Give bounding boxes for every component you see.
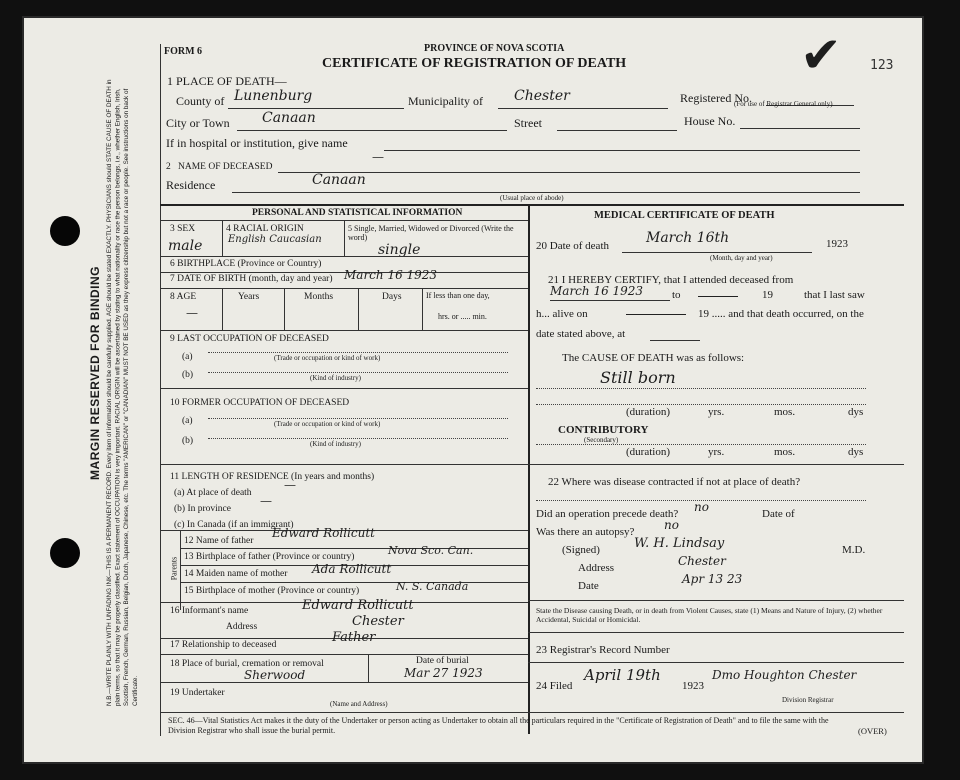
house-label: House No. bbox=[684, 114, 736, 128]
deceased-label: NAME OF DECEASED bbox=[178, 162, 273, 172]
street-label: Street bbox=[514, 116, 542, 130]
age-dash: — bbox=[186, 306, 198, 320]
occupation-trade-note: (Trade or occupation or kind of work) bbox=[274, 354, 381, 362]
occupation-b: (b) bbox=[182, 370, 194, 380]
birthplace-label: 6 BIRTHPLACE (Province or Country) bbox=[170, 259, 322, 269]
sex-label: 3 SEX bbox=[170, 224, 196, 234]
occupation-label: 9 LAST OCCUPATION OF DECEASED bbox=[170, 334, 329, 344]
days-label: Days bbox=[382, 292, 402, 302]
at-place-label: (a) At place of death bbox=[174, 488, 252, 498]
city-value: Canaan bbox=[262, 110, 316, 126]
signed-label: (Signed) bbox=[562, 544, 600, 556]
months-label: Months bbox=[304, 292, 334, 302]
mother-birthplace-value: N. S. Canada bbox=[396, 580, 469, 593]
personal-heading: PERSONAL AND STATISTICAL INFORMATION bbox=[252, 208, 463, 218]
registered-label: Registered No. bbox=[680, 91, 752, 105]
former-a: (a) bbox=[182, 416, 193, 426]
hospital-label: If in hospital or institution, give name bbox=[166, 136, 348, 150]
province-heading: PROVINCE OF NOVA SCOTIA bbox=[424, 43, 565, 54]
q22-label: 22 Where was disease contracted if not at place of death? bbox=[548, 476, 801, 488]
undertaker-label: 19 Undertaker bbox=[170, 688, 225, 698]
former-b: (b) bbox=[182, 436, 194, 446]
relationship-value: Father bbox=[332, 630, 376, 645]
marital-label: 5 Single, Married, Widowed or Divorced (Write the word) bbox=[348, 224, 514, 242]
marital-value: single bbox=[378, 242, 421, 258]
med-date-value: Apr 13 23 bbox=[682, 572, 743, 586]
dys-label-1: dys bbox=[848, 406, 864, 418]
med-address-value: Chester bbox=[678, 554, 726, 568]
burial-label: 18 Place of burial, cremation or removal bbox=[170, 659, 324, 669]
md-label: M.D. bbox=[842, 544, 866, 556]
occupation-a: (a) bbox=[182, 352, 193, 362]
dys-label-2: dys bbox=[848, 446, 864, 458]
at-place-dash: — bbox=[284, 478, 296, 492]
dob-value: March 16 1923 bbox=[344, 268, 438, 282]
violent-causes-note: State the Disease causing Death, or in death from Violent Causes, state (1) Means and Nature of Injury, (2) whether Accidental, Suicidal or Homicidal. bbox=[536, 606, 883, 624]
yrs-label-1: yrs. bbox=[708, 406, 725, 418]
death-occurred-label: 19 ..... and that death occurred, on the bbox=[698, 308, 864, 320]
autopsy-value: no bbox=[664, 518, 679, 532]
mos-label-1: mos. bbox=[774, 406, 796, 418]
yrs-label-2: yrs. bbox=[708, 446, 725, 458]
death-date-label: 20 Date of death bbox=[536, 240, 609, 252]
filed-year: 1923 bbox=[682, 680, 704, 692]
duration-label-2: (duration) bbox=[626, 446, 670, 458]
last-saw-label: that I last saw bbox=[804, 289, 865, 301]
in-province-label: (b) In province bbox=[174, 504, 231, 514]
signed-value: W. H. Lindsay bbox=[634, 536, 725, 551]
occupation-industry-note: (Kind of industry) bbox=[310, 374, 361, 382]
autopsy-label: Was there an autopsy? bbox=[536, 526, 635, 538]
attended-from: March 16 1923 bbox=[550, 284, 644, 298]
death-certificate bbox=[22, 16, 924, 764]
mother-label: 14 Maiden name of mother bbox=[184, 569, 288, 579]
hospital-value: — bbox=[372, 150, 384, 164]
municipality-label: Municipality of bbox=[408, 94, 483, 108]
filed-label: 24 Filed bbox=[536, 680, 573, 692]
date-above-label: date stated above, at bbox=[536, 328, 626, 340]
burial-value: Sherwood bbox=[244, 668, 306, 682]
operation-label: Did an operation precede death? bbox=[536, 508, 679, 520]
registrar-record-label: 23 Registrar's Record Number bbox=[536, 644, 670, 656]
date-of-label: Date of bbox=[762, 508, 795, 520]
former-industry-note: (Kind of industry) bbox=[310, 440, 361, 448]
mother-value: Ada Rollicutt bbox=[312, 562, 392, 576]
operation-value: no bbox=[694, 500, 709, 514]
date-burial-label: Date of burial bbox=[416, 656, 469, 666]
certify-text: 21 I HEREBY CERTIFY, that I attended deceased from bbox=[548, 274, 794, 286]
registrar-signature: Dmo Houghton Chester bbox=[712, 668, 857, 682]
registrar-note: (For use of Registrar General only) bbox=[734, 100, 833, 108]
mos-label-2: mos. bbox=[774, 446, 796, 458]
parents-label: Parents bbox=[169, 556, 179, 581]
contributory-label: CONTRIBUTORY bbox=[558, 424, 649, 436]
binding-hole-bottom bbox=[50, 538, 80, 568]
med-address-label: Address bbox=[578, 562, 615, 574]
racial-label: 4 RACIAL ORIGIN bbox=[226, 224, 304, 234]
in-canada-label: (c) In Canada (if an immigrant) bbox=[174, 520, 294, 530]
date-burial-value: Mar 27 1923 bbox=[404, 666, 483, 680]
former-trade-note: (Trade or occupation or kind of work) bbox=[274, 420, 381, 428]
med-date-label: Date bbox=[578, 580, 599, 592]
footer-note: SEC. 46—Vital Statistics Act makes it the duty of the Undertaker or person acting as Undertaker to obtain all the particulars required in the "Certificate of Registration of Death" and to file the same with the Division Registrar who shall issue the burial permit. bbox=[168, 716, 829, 735]
city-label: City or Town bbox=[166, 116, 230, 130]
form-number: FORM 6 bbox=[164, 46, 203, 57]
informant-label: 16 Informant's name bbox=[170, 606, 249, 616]
municipality-value: Chester bbox=[514, 88, 570, 104]
alive-on-label: h... alive on bbox=[536, 308, 588, 320]
margin-binding-label: MARGIN RESERVED FOR BINDING bbox=[88, 266, 102, 480]
death-date-value: March 16th bbox=[646, 230, 730, 246]
relationship-label: 17 Relationship to deceased bbox=[170, 640, 277, 650]
informant-address-label: Address bbox=[226, 622, 258, 632]
residence-value: Canaan bbox=[312, 172, 366, 188]
father-birthplace-label: 13 Birthplace of father (Province or country) bbox=[184, 552, 355, 562]
stamp-number: 123 bbox=[870, 58, 894, 73]
name-address-note: (Name and Address) bbox=[330, 700, 388, 708]
former-occupation-label: 10 FORMER OCCUPATION OF DECEASED bbox=[170, 398, 350, 408]
informant-value: Edward Rollicutt bbox=[302, 598, 414, 613]
county-label: County of bbox=[176, 94, 225, 108]
mother-birthplace-label: 15 Birthplace of mother (Province or country) bbox=[184, 586, 360, 596]
father-birthplace-value: Nova Sco. Can. bbox=[388, 544, 474, 557]
dob-label: 7 DATE OF BIRTH (month, day and year) bbox=[170, 274, 333, 284]
deceased-num: 2 bbox=[166, 162, 171, 172]
nineteen-label: 19 bbox=[762, 289, 773, 301]
abode-note: (Usual place of abode) bbox=[500, 194, 564, 202]
sex-value: male bbox=[168, 238, 203, 254]
margin-instructions: N.B.—WRITE PLAINLY WITH UNFADING INK—THIS IS A PERMANENT RECORD. Every item of information should be carefully supplied. AGE should be stated EXACTLY. PHYSICIANS should STATE CAUSE OF DEATH in plain terms, so that it may be properly classified. Exact statement of OCCUPATION is very important. RACIAL ORIGIN will be ascertained by stating to what nationality or race the person belongs, i.e., whether English, Irish, Scottish, French, German, Russian, Belgian, Dutch, Japanese, Chinese, etc. The terms "AMERICAN" or "CANADIAN" MUST NOT BE USED as they express citizenship but not a race or people. See instructions on back of Certificate. bbox=[106, 79, 139, 706]
racial-value: English Caucasian bbox=[228, 234, 322, 245]
check-mark: ✔ bbox=[800, 26, 842, 84]
in-province-dash: — bbox=[260, 494, 272, 508]
secondary-note: (Secondary) bbox=[584, 436, 619, 444]
cause-value: Still born bbox=[600, 368, 676, 387]
filed-value: April 19th bbox=[584, 666, 661, 684]
medical-heading: MEDICAL CERTIFICATE OF DEATH bbox=[594, 210, 775, 221]
cause-label: The CAUSE OF DEATH was as follows: bbox=[562, 352, 745, 364]
hrs-min: hrs. or ..... min. bbox=[438, 312, 487, 321]
residence-label: Residence bbox=[166, 178, 216, 192]
county-value: Lunenburg bbox=[234, 88, 313, 104]
father-value: Edward Rollicutt bbox=[272, 526, 375, 540]
page-title: CERTIFICATE OF REGISTRATION OF DEATH bbox=[322, 56, 627, 71]
duration-label-1: (duration) bbox=[626, 406, 670, 418]
informant-address-value: Chester bbox=[352, 614, 404, 629]
father-label: 12 Name of father bbox=[184, 536, 254, 546]
residence-length-label: 11 LENGTH OF RESIDENCE (In years and months) bbox=[170, 472, 375, 482]
years-label: Years bbox=[238, 292, 260, 302]
to-label: to bbox=[672, 289, 681, 301]
mdy-note: (Month, day and year) bbox=[710, 254, 773, 262]
division-registrar-label: Division Registrar bbox=[782, 696, 834, 704]
age-label: 8 AGE bbox=[170, 292, 197, 302]
less-than-day: If less than one day, bbox=[426, 291, 490, 300]
over-label: (OVER) bbox=[858, 726, 887, 736]
place-heading: 1 PLACE OF DEATH— bbox=[167, 74, 287, 88]
death-year: 1923 bbox=[826, 238, 848, 250]
binding-hole-top bbox=[50, 216, 80, 246]
